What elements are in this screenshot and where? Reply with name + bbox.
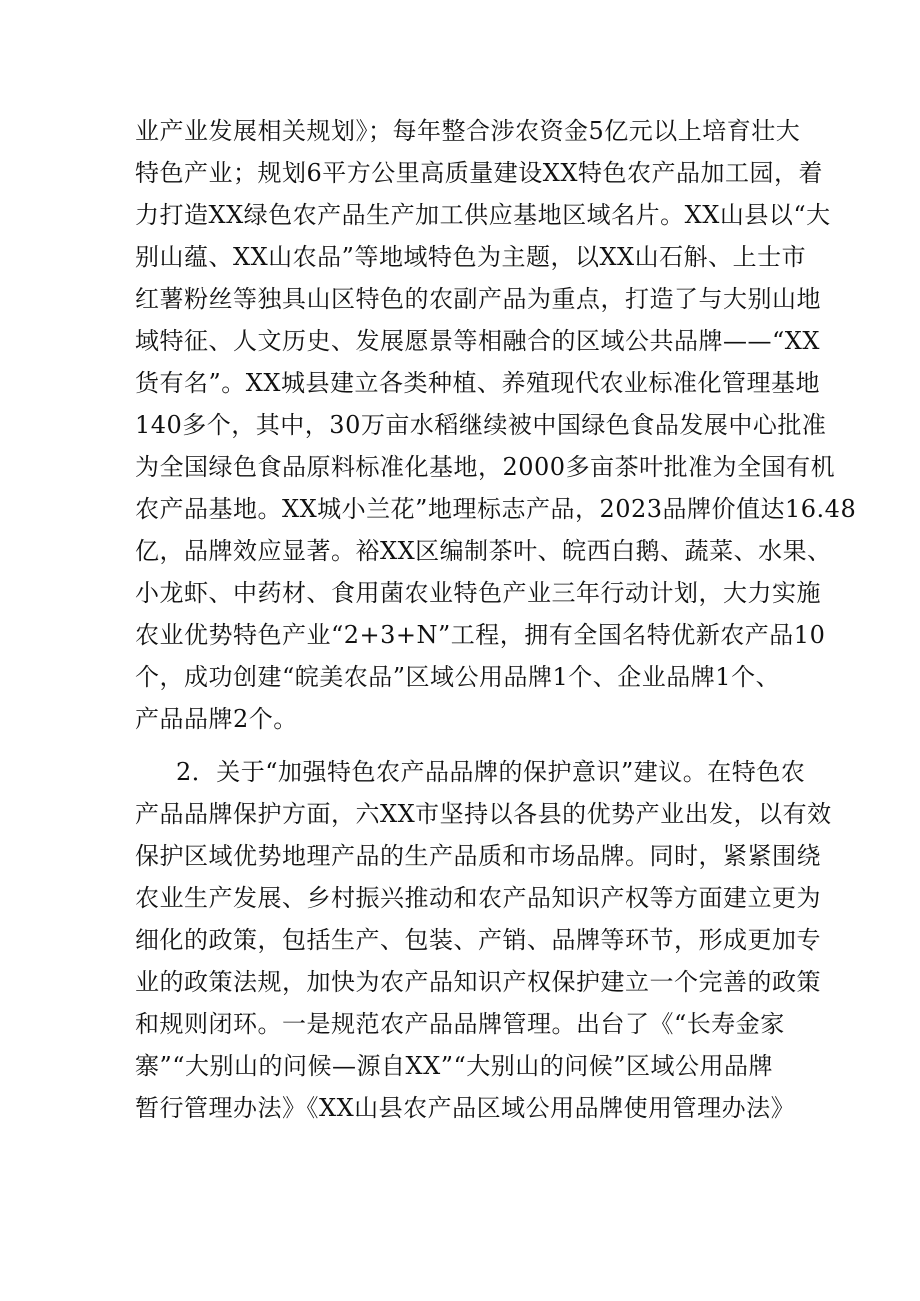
paragraph-line: 业的政策法规，加快为农产品知识产权保护建立一个完善的政策 [135,968,821,996]
paragraph-line: 细化的政策，包括生产、包装、产销、品牌等环节，形成更加专 [135,926,821,954]
paragraph-line: 红薯粉丝等独具山区特色的农副产品为重点，打造了与大别山地 [135,285,821,313]
paragraph-line: 业产业发展相关规划》；每年整合涉农资金5亿元以上培育壮大 [135,117,801,145]
paragraph-line: 力打造XX绿色农产品生产加工供应基地区域名片。XX山县以“大 [135,201,831,229]
paragraph-line: 和规则闭环。一是规范农产品品牌管理。出台了《“长寿金家 [135,1010,785,1038]
paragraph-line: 亿，品牌效应显著。裕XX区编制茶叶、皖西白鹅、蔬菜、水果、 [135,537,832,565]
paragraph-line: 别山蕴、XX山农品”等地域特色为主题，以XX山石斛、上士市 [135,243,807,271]
paragraph-line: 产品品牌保护方面，六XX市坚持以各县的优势产业出发，以有效 [135,800,832,828]
paragraph-line: 小龙虾、中药材、食用菌农业特色产业三年行动计划，大力实施 [135,579,821,607]
paragraph-line: 农业优势特色产业“2+3+N”工程，拥有全国名特优新农产品10 [135,621,826,649]
paragraph-line: 个，成功创建“皖美农品”区域公用品牌1个、企业品牌1个、 [135,663,781,691]
paragraph-line: 寨”“大别山的问候—源自XX”“大别山的问候”区域公用品牌 [135,1052,774,1080]
paragraph-line: 保护区域优势地理产品的生产品质和市场品牌。同时，紧紧围绕 [135,842,821,870]
paragraph-line: 货有名”。XX城县建立各类种植、养殖现代农业标准化管理基地 [135,369,820,397]
paragraph-line: 暂行管理办法》《XX山县农产品区域公用品牌使用管理办法》 [135,1094,796,1122]
paragraph-line: 140多个，其中，30万亩水稻继续被中国绿色食品发展中心批准 [135,411,827,439]
paragraph-line: 农业生产发展、乡村振兴推动和农产品知识产权等方面建立更为 [135,884,821,912]
paragraph-line: 2．关于“加强特色农产品品牌的保护意识”建议。在特色农 [176,758,806,786]
paragraph-line: 特色产业；规划6平方公里高质量建设XX特色农产品加工园，着 [135,159,823,187]
paragraph-line: 域特征、人文历史、发展愿景等相融合的区域公共品牌——“XX [135,327,820,355]
paragraph-line: 产品品牌2个。 [135,705,298,733]
paragraph-line: 农产品基地。XX城小兰花”地理标志产品，2023品牌价值达16.48 [135,495,857,523]
paragraph-line: 为全国绿色食品原料标准化基地，2000多亩茶叶批准为全国有机 [135,453,836,481]
